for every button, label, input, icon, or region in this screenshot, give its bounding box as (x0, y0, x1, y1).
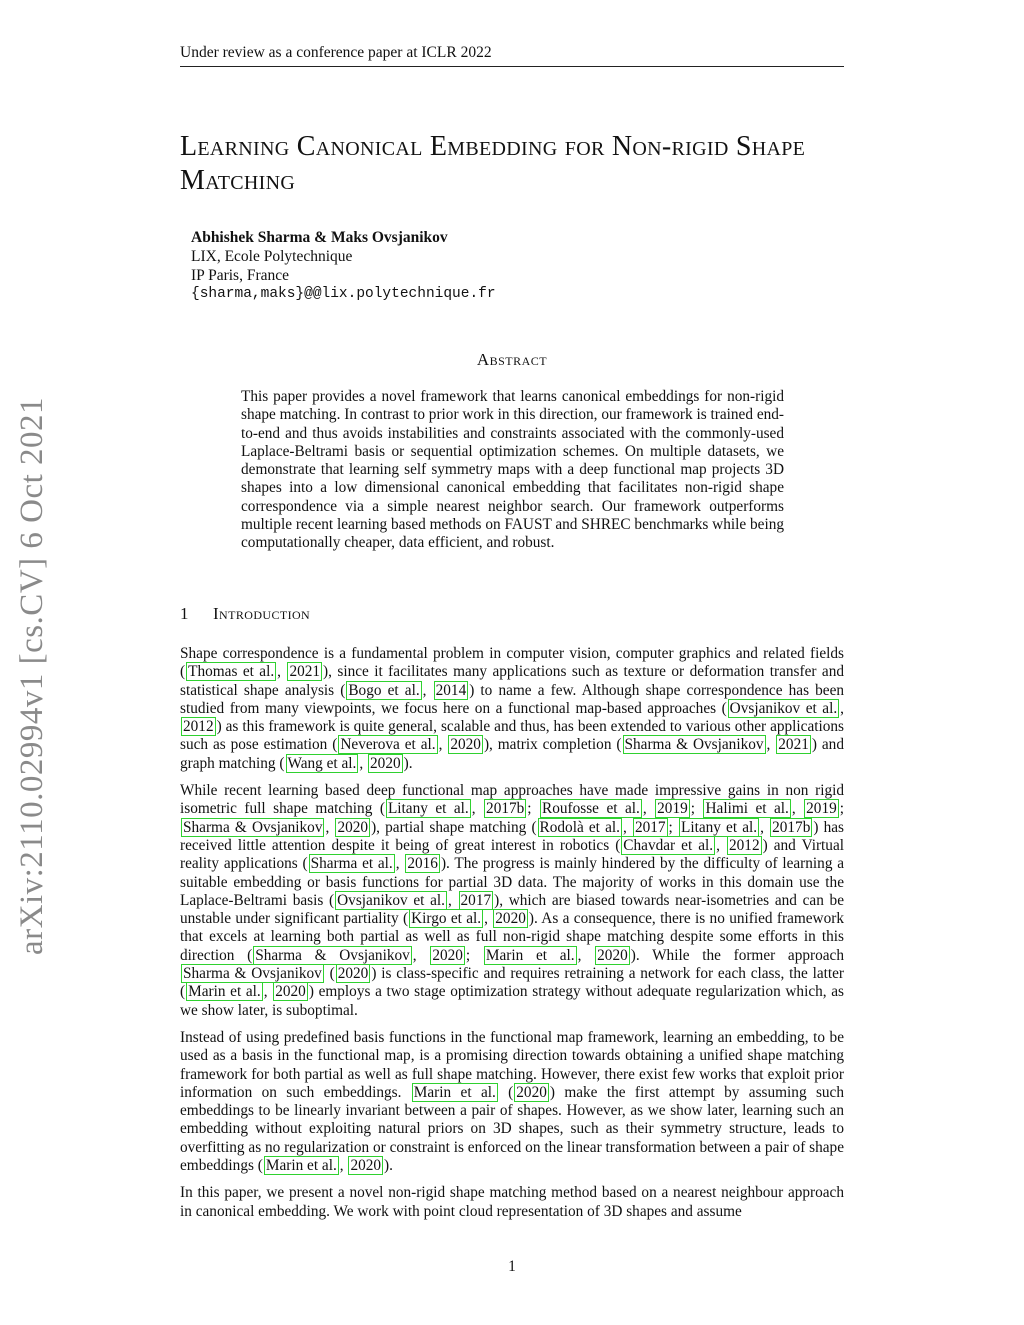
citation-link[interactable]: Wang et al. (287, 754, 357, 772)
author-email: {sharma,maks}@@lix.polytechnique.fr (191, 286, 496, 302)
citation-link[interactable]: 2020 (450, 736, 481, 754)
section-title: Introduction (213, 604, 311, 623)
citation-link[interactable]: Marin et al. (188, 983, 261, 1001)
section-heading (180, 604, 844, 624)
citation-link[interactable]: Sharma & Ovsjanikov (255, 946, 410, 964)
paragraph (180, 1184, 844, 1221)
paragraph (180, 782, 844, 1020)
abstract-heading: Abstract (476, 350, 548, 369)
abstract-text: This paper provides a novel framework that learns canonical embeddings for non-rigid shape matching. In contrast to prior work in this direction, our framework is trained end-to-end and thus avoids instabilities and constraints associated with the commonly-used Laplace-Beltrami basis or sequential optimization schemes. On multiple datasets, we demonstrate that learning self symmetry maps with a deep functional map projects 3D shapes into a low dimensional canonical embedding that facilitates non-rigid shape correspondence via a simple nearest neighbor search. Our framework outperforms multiple recent learning based methods on FAUST and SHREC benchmarks while being computationally cheaper, data efficient, and robust. (241, 388, 784, 552)
paragraph-text: ; (465, 946, 483, 964)
citation-link[interactable]: 2012 (729, 836, 760, 854)
citation-link[interactable]: 2020 (432, 946, 463, 964)
citation-link[interactable]: 2021 (289, 663, 321, 681)
paragraph-text: , (325, 818, 335, 836)
citation-link[interactable]: Sharma & Ovsjanikov (183, 818, 323, 836)
paragraph-text: , (277, 663, 287, 681)
paragraph-text: Shape correspondence is a fundamental problem in computer vision, computer graphics and related fields ( (180, 645, 844, 681)
citation-link[interactable]: 2017b (772, 818, 811, 836)
citation-link[interactable]: 2020 (337, 965, 369, 983)
paragraph-text: ; (690, 800, 703, 818)
paragraph (180, 1029, 844, 1175)
citation-link[interactable]: Rodolà et al. (539, 818, 620, 836)
citation-link[interactable]: 2020 (337, 818, 369, 836)
author-block (191, 228, 691, 304)
author-names: Abhishek Sharma & Maks Ovsjanikov (191, 229, 448, 246)
citation-link[interactable]: Sharma & Ovsjanikov (183, 965, 322, 983)
paragraph-text: ) employs a two stage optimization strategy without adequate regularization which, as we show later, is suboptimal. (180, 983, 844, 1019)
citation-link[interactable]: 2020 (495, 910, 526, 928)
affiliation-line-1: LIX, Ecole Polytechnique (191, 248, 353, 265)
citation-link[interactable]: Ovsjanikov et al. (729, 699, 838, 717)
citation-link[interactable]: Marin et al. (265, 1157, 337, 1175)
paragraph-text: ), partial shape matching ( (371, 818, 537, 836)
introduction-body (180, 645, 844, 1230)
citation-link[interactable]: 2020 (516, 1083, 547, 1101)
paragraph-text: ; (668, 818, 678, 836)
paragraph-text: , (791, 800, 804, 818)
paragraph-text: ( (324, 965, 335, 983)
citation-link[interactable]: 2020 (597, 946, 628, 964)
paragraph-text: ; (527, 800, 540, 818)
paper-title: Learning Canonical Embedding for Non-rigid Shape Matching (180, 131, 806, 196)
paragraph-text: , (422, 681, 433, 699)
citation-link[interactable]: 2019 (657, 800, 688, 818)
paragraph-text: , (484, 910, 493, 928)
paragraph-text: Instead of using predefined basis functions in the functional map framework, learning an embedding, to be used as a basis in the functional map, is a promising direction towards obtaining a unified shape matching framework for both partial as well as full shape matching. However, there exist few works that exploit prior information on such embeddings. (180, 1028, 844, 1101)
paragraph-text: ). While the former approach (630, 946, 844, 964)
paragraph-text: , (642, 800, 655, 818)
page-number: 1 (508, 1258, 516, 1275)
citation-link[interactable]: Marin et al. (485, 946, 575, 964)
paragraph-text: ). The progress is mainly hindered by the difficulty of learning a suitable embedding or basis functions for partial 3D data. The majority of works in this domain use the Laplace-Beltrami basis ( (180, 855, 845, 909)
paragraph-text: ), matrix completion ( (483, 736, 622, 754)
citation-link[interactable]: Roufosse et al. (542, 800, 640, 818)
arxiv-identifier-stamp: arXiv:2110.02994v1 [cs.CV] 6 Oct 2021 (14, 396, 50, 955)
citation-link[interactable]: 2016 (407, 855, 438, 873)
paragraph-text: , (716, 836, 726, 854)
paragraph-text: , (577, 946, 595, 964)
paragraph-text: ( (498, 1083, 514, 1101)
citation-link[interactable]: Sharma et al. (310, 855, 393, 873)
citation-link[interactable]: 2020 (370, 754, 401, 772)
paragraph-text: ; (839, 800, 844, 818)
citation-link[interactable]: Marin et al. (413, 1083, 496, 1101)
citation-link[interactable]: 2012 (183, 718, 214, 736)
citation-link[interactable]: Bogo et al. (348, 681, 420, 699)
paragraph-text: , (622, 818, 632, 836)
citation-link[interactable]: Chavdar et al. (623, 836, 714, 854)
paragraph-text: , (760, 818, 770, 836)
citation-link[interactable]: Ovsjanikov et al. (337, 891, 445, 909)
citation-link[interactable]: 2017 (634, 818, 666, 836)
paragraph-text: , (263, 983, 273, 1001)
citation-link[interactable]: Litany et al. (387, 800, 469, 818)
citation-link[interactable]: 2020 (275, 983, 306, 1001)
citation-link[interactable]: 2014 (435, 681, 467, 699)
paragraph-text: ). (403, 754, 413, 772)
paragraph-text: ) has received little attention despite it being of great interest in robotics ( (180, 818, 845, 854)
paragraph-text: In this paper, we present a novel non-rigid shape matching method based on a nearest neighbour approach in canonical embedding. We work with point cloud representation of 3D shapes and assume (180, 1184, 844, 1220)
paragraph-text: ), since it facilitates many applications such as texture or deformation transfer and statistical shape analysis ( (180, 663, 844, 699)
paragraph-text: ) make the first attempt by assuming such embeddings to be linearly invariant between a pair of shapes. However, as we show later, learning such an embedding without exploiting natural priors on 3D shapes, such as their symmetry structure, leads to overfitting as no regularization or constraint is enforced on the linear transformation between a pair of shape embeddings ( (180, 1083, 844, 1175)
citation-link[interactable]: 2020 (350, 1157, 382, 1175)
paragraph-text: ). (384, 1157, 393, 1175)
paragraph-text: ). As a consequence, there is no unified framework that excels at learning both partial as well as full non-rigid shape matching despite some efforts in this direction ( (180, 910, 844, 964)
citation-link[interactable]: Thomas et al. (188, 663, 275, 681)
citation-link[interactable]: Kirgo et al. (411, 910, 482, 928)
citation-link[interactable]: 2019 (806, 800, 837, 818)
citation-link[interactable]: Litany et al. (680, 818, 758, 836)
paragraph-text: , (438, 736, 448, 754)
paragraph (180, 645, 844, 773)
citation-link[interactable]: Halimi et al. (705, 800, 789, 818)
paragraph-text: ) as this framework is quite general, scalable and thus, has been extended to various other applications such as pose estimation ( (180, 718, 844, 754)
paragraph-text: While recent learning based deep functional map approaches have made impressive gains in non rigid isometric full shape matching ( (180, 782, 844, 818)
citation-link[interactable]: 2017 (460, 891, 492, 909)
paragraph-text: , (412, 946, 430, 964)
paragraph-text: , (471, 800, 484, 818)
paragraph-text: ) and graph matching ( (180, 736, 844, 772)
section-number: 1 (180, 604, 189, 623)
affiliation-line-2: IP Paris, France (191, 267, 290, 284)
citation-link[interactable]: Neverova et al. (340, 736, 436, 754)
citation-link[interactable]: 2021 (778, 736, 809, 754)
paragraph-text: ) to name a few. Although shape correspondence has been studied from many viewpoints, we focus here on a functional map-based approaches ( (180, 681, 845, 717)
paragraph-text: , (766, 736, 776, 754)
citation-link[interactable]: 2017b (486, 800, 525, 818)
citation-link[interactable]: Sharma & Ovsjanikov (624, 736, 764, 754)
paragraph-text: , (395, 855, 405, 873)
paragraph-text: ), which are biased towards near-isometries and can be unstable under significant partiality ( (180, 891, 844, 928)
paragraph-text: , (840, 699, 844, 717)
paragraph-text: , (339, 1157, 348, 1175)
paragraph-text: ) is class-specific and requires retraining a network for each class, the latter ( (180, 965, 845, 1001)
paragraph-text: , (359, 754, 368, 772)
running-head: Under review as a conference paper at ICLR 2022 (180, 44, 844, 67)
paragraph-text: ) and Virtual reality applications ( (180, 836, 844, 873)
paragraph-text: , (447, 891, 458, 909)
